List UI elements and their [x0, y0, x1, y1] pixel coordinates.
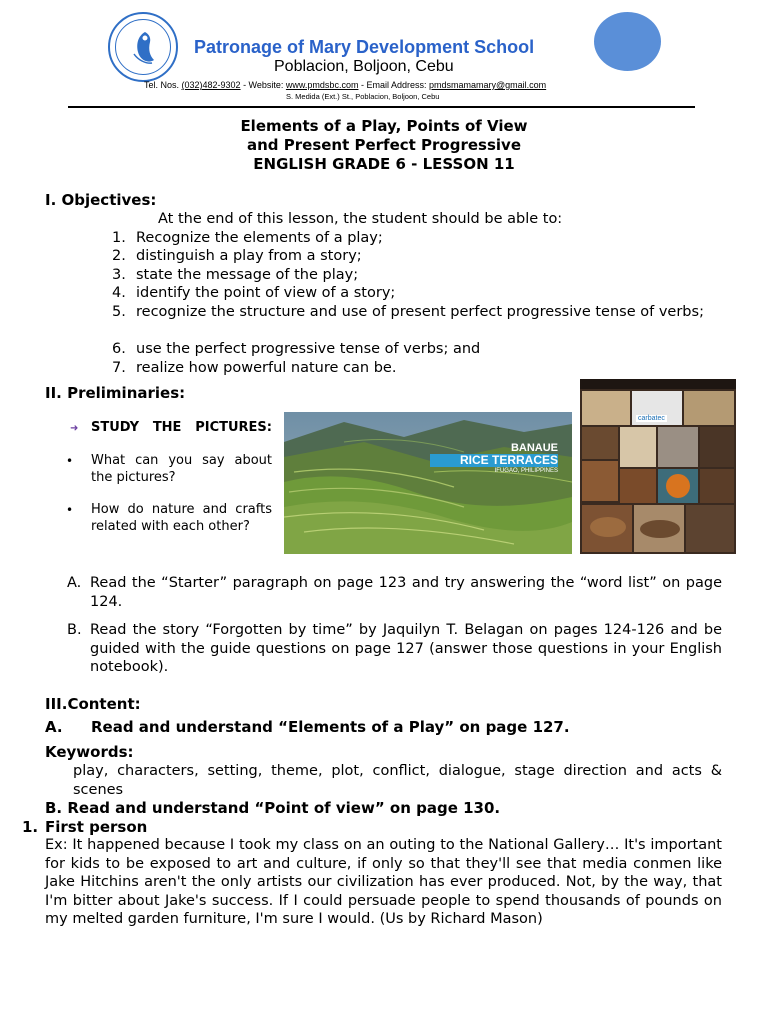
objective-number: 5.	[112, 304, 126, 320]
bullet-dot-icon: •	[66, 454, 74, 468]
task-letter: A.	[67, 575, 82, 591]
objective-item: recognize the structure and use of present perfect progressive tense of verbs;	[136, 304, 704, 320]
study-question: How do nature and crafts related with each other?	[91, 502, 272, 534]
email-link[interactable]: pmdsmamamary@gmail.com	[428, 80, 547, 90]
lesson-title-line1: Elements of a Play, Points of View	[240, 117, 528, 135]
pov-example: Ex: It happened because I took my class on an outing to the National Gallery… It's important for kids to be exposed to art and culture, if only so that they'll see that media conmen like Jake Hitchins aren't the only artists our civilization has ever produced. Not, by the way, that I'm bitter about Jake's success. If I could persuade people to spend thousands of pounds on my melted garden furniture, I'm sure I would. (Us by Richard Mason)	[45, 837, 722, 927]
website-link[interactable]: www.pmdsbc.com	[285, 80, 359, 90]
madonna-icon	[128, 30, 162, 66]
objective-number: 2.	[112, 248, 126, 264]
bullet-dot-icon: •	[66, 503, 74, 517]
lesson-title-line2: and Present Perfect Progressive	[247, 136, 521, 154]
school-address: Poblacion, Boljoon, Cebu	[274, 58, 454, 75]
street-address: S. Medida (Ext.) St., Poblacion, Boljoon, Cebu	[286, 92, 440, 101]
objective-item: use the perfect progressive tense of verbs; and	[136, 341, 481, 357]
preliminaries-heading: II. Preliminaries:	[45, 384, 186, 402]
lesson-title-line3: ENGLISH GRADE 6 - LESSON 11	[253, 155, 515, 173]
pov-number: 1.	[22, 818, 39, 836]
objective-item: distinguish a play from a story;	[136, 248, 362, 264]
school-logo	[108, 12, 178, 82]
task-letter: B.	[67, 622, 82, 638]
rice-terraces-caption-1: BANAUE	[510, 442, 558, 454]
rice-terraces-caption-3: IFUGAO, PHILIPPINES	[494, 468, 558, 474]
header-divider	[68, 106, 695, 108]
objective-item: identify the point of view of a story;	[136, 285, 396, 301]
objectives-heading: I. Objectives:	[45, 191, 157, 209]
objective-number: 3.	[112, 267, 126, 283]
objective-number: 7.	[112, 360, 126, 376]
objective-item: Recognize the elements of a play;	[136, 230, 383, 246]
content-a-letter: A.	[45, 718, 63, 736]
arrow-bullet-icon: ➜	[70, 423, 79, 434]
objective-number: 4.	[112, 285, 126, 301]
keywords-list: play, characters, setting, theme, plot, conflict, dialogue, stage direction and acts & scenes	[73, 763, 722, 798]
crafts-collage-image	[580, 379, 736, 554]
objective-item: realize how powerful nature can be.	[136, 360, 397, 376]
task-text: Read the “Starter” paragraph on page 123 and try answering the “word list” on page 124.	[90, 575, 722, 610]
objectives-intro: At the end of this lesson, the student should be able to:	[158, 211, 563, 227]
rice-terraces-image	[284, 412, 572, 554]
contact-line: Tel. Nos. (032)482-9302 - Website: www.pmdsbc.com - Email Address: pmdsmamamary@gmail.com	[144, 80, 547, 90]
content-heading: III.Content:	[45, 695, 141, 713]
content-a-text: Read and understand “Elements of a Play” on page 127.	[91, 718, 570, 736]
phone-link[interactable]: (032)482-9302	[181, 80, 241, 90]
school-name: Patronage of Mary Development School	[194, 37, 535, 57]
blue-circle-shape	[594, 12, 661, 71]
content-b-text: B. Read and understand “Point of view” on page 130.	[45, 799, 501, 817]
keywords-heading: Keywords:	[45, 743, 134, 761]
objective-number: 6.	[112, 341, 126, 357]
pov-heading: First person	[45, 818, 148, 836]
objective-item: state the message of the play;	[136, 267, 359, 283]
study-pictures-heading: STUDY THE PICTURES:	[91, 420, 272, 435]
task-text: Read the story “Forgotten by time” by Jaquilyn T. Belagan on pages 124-126 and be guided with the guide questions on page 127 (answer those questions in your English notebook).	[90, 622, 722, 675]
rice-terraces-caption-2: RICE TERRACES	[430, 454, 558, 467]
study-question: What can you say about the pictures?	[91, 453, 272, 485]
objective-number: 1.	[112, 230, 126, 246]
carbatec-logo: carbatec	[638, 415, 665, 422]
